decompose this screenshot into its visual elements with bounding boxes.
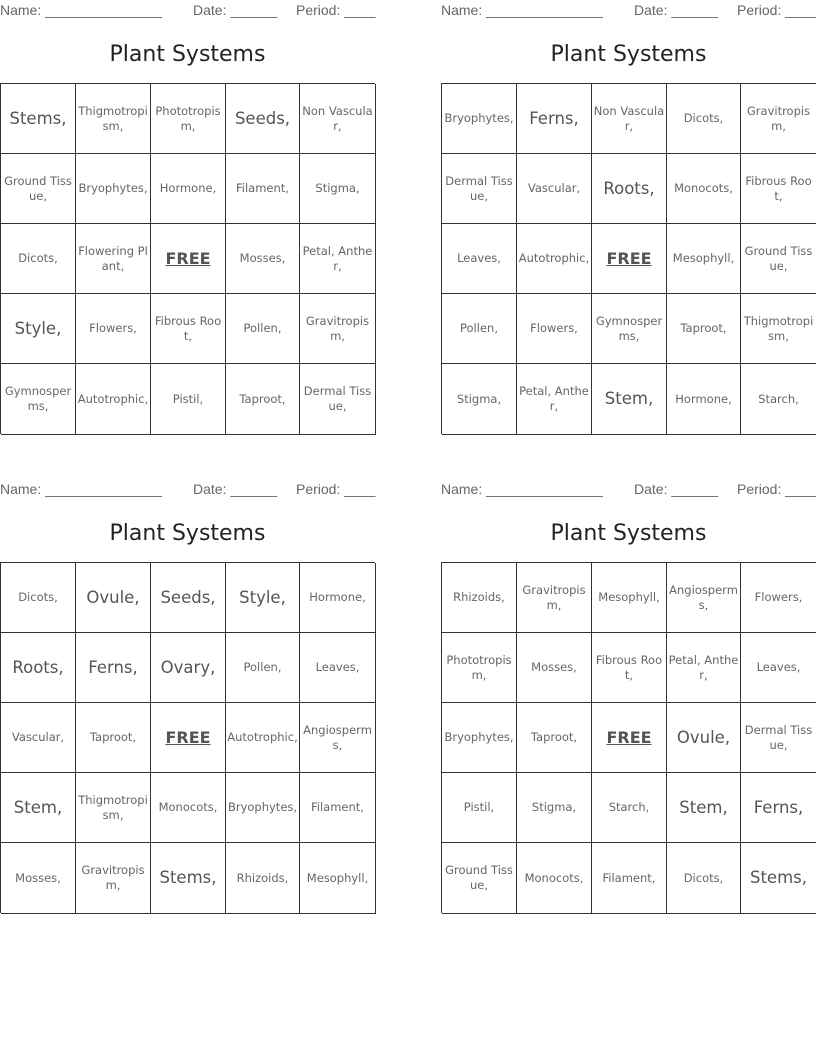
bingo-cell: Rhizoids,	[226, 843, 300, 914]
bingo-cell: Gravitropism,	[741, 84, 816, 154]
card-title: Plant Systems	[550, 42, 707, 67]
bingo-cell: Stigma,	[517, 773, 592, 843]
bingo-cell: Gravitropism,	[517, 563, 592, 633]
bingo-cell: Gravitropism,	[76, 843, 151, 914]
bingo-grid	[441, 83, 816, 434]
bingo-cell: Filament,	[226, 154, 300, 224]
period-field: Period: ____	[737, 2, 816, 18]
bingo-cell: Petal, Anther,	[300, 224, 376, 294]
bingo-cell: Petal, Anther,	[667, 633, 741, 703]
bingo-cell: Hormone,	[151, 154, 226, 224]
bingo-cell: Fibrous Root,	[741, 154, 816, 224]
name-field: Name: _______________	[441, 481, 603, 497]
bingo-cell: Bryophytes,	[442, 84, 517, 154]
bingo-cell: Starch,	[592, 773, 667, 843]
bingo-cell: Phototropism,	[151, 84, 226, 154]
bingo-cell: Mesophyll,	[592, 563, 667, 633]
bingo-cell: Pollen,	[442, 294, 517, 364]
name-field: Name: _______________	[0, 2, 162, 18]
bingo-cell: Dermal Tissue,	[741, 703, 816, 773]
bingo-cell: Stem,	[592, 364, 667, 435]
bingo-cell: Filament,	[300, 773, 376, 843]
bingo-cell: Seeds,	[226, 84, 300, 154]
student-info-line	[441, 481, 816, 499]
bingo-cell: Fibrous Root,	[592, 633, 667, 703]
bingo-cell: Ovule,	[76, 563, 151, 633]
bingo-cell: Bryophytes,	[442, 703, 517, 773]
bingo-cell: Leaves,	[442, 224, 517, 294]
bingo-cell: Thigmotropism,	[741, 294, 816, 364]
name-field: Name: _______________	[441, 2, 603, 18]
bingo-cell: Stigma,	[442, 364, 517, 435]
bingo-cell: Monocots,	[667, 154, 741, 224]
bingo-cell: Dicots,	[667, 843, 741, 914]
bingo-cell: Roots,	[592, 154, 667, 224]
bingo-cell: Autotrophic,	[226, 703, 300, 773]
bingo-cell: Dermal Tissue,	[442, 154, 517, 224]
bingo-cell: Pistil,	[442, 773, 517, 843]
bingo-cell: Flowers,	[741, 563, 816, 633]
bingo-cell: Style,	[1, 294, 76, 364]
bingo-cell: Dicots,	[1, 224, 76, 294]
bingo-card-1	[0, 0, 375, 434]
card-title: Plant Systems	[550, 521, 707, 546]
bingo-cell: Starch,	[741, 364, 816, 435]
card-title: Plant Systems	[109, 42, 266, 67]
bingo-grid	[441, 562, 816, 913]
bingo-cell: Angiosperms,	[300, 703, 376, 773]
free-space: FREE	[592, 224, 667, 294]
bingo-cell: Mosses,	[226, 224, 300, 294]
student-info-line	[0, 481, 375, 499]
bingo-cell: Fibrous Root,	[151, 294, 226, 364]
bingo-cell: Petal, Anther,	[517, 364, 592, 435]
bingo-cell: Taproot,	[667, 294, 741, 364]
bingo-cell: Roots,	[1, 633, 76, 703]
bingo-cell: Leaves,	[741, 633, 816, 703]
bingo-cell: Gymnosperms,	[1, 364, 76, 435]
bingo-cell: Leaves,	[300, 633, 376, 703]
bingo-cell: Stigma,	[300, 154, 376, 224]
bingo-cell: Flowering Plant,	[76, 224, 151, 294]
bingo-cell: Bryophytes,	[226, 773, 300, 843]
bingo-cell: Stems,	[1, 84, 76, 154]
bingo-cell: Hormone,	[300, 563, 376, 633]
name-field: Name: _______________	[0, 481, 162, 497]
bingo-cell: Flowers,	[76, 294, 151, 364]
bingo-cell: Taproot,	[226, 364, 300, 435]
bingo-cell: Filament,	[592, 843, 667, 914]
free-space: FREE	[151, 703, 226, 773]
bingo-cell: Thigmotropism,	[76, 84, 151, 154]
bingo-cell: Mesophyll,	[300, 843, 376, 914]
bingo-cell: Non Vascular,	[300, 84, 376, 154]
bingo-cell: Stems,	[151, 843, 226, 914]
bingo-cell: Vascular,	[1, 703, 76, 773]
bingo-cell: Mosses,	[1, 843, 76, 914]
period-field: Period: ____	[737, 481, 816, 497]
date-field: Date: ______	[634, 2, 719, 18]
bingo-cell: Bryophytes,	[76, 154, 151, 224]
bingo-cell: Pistil,	[151, 364, 226, 435]
bingo-cell: Style,	[226, 563, 300, 633]
date-field: Date: ______	[193, 481, 278, 497]
date-field: Date: ______	[193, 2, 278, 18]
free-space: FREE	[151, 224, 226, 294]
student-info-line	[441, 2, 816, 20]
bingo-card-3	[0, 479, 375, 913]
bingo-cell: Non Vascular,	[592, 84, 667, 154]
bingo-cell: Gravitropism,	[300, 294, 376, 364]
bingo-cell: Taproot,	[76, 703, 151, 773]
bingo-cell: Taproot,	[517, 703, 592, 773]
bingo-cell: Ground Tissue,	[741, 224, 816, 294]
bingo-grid	[0, 562, 375, 913]
bingo-cell: Monocots,	[517, 843, 592, 914]
bingo-cell: Pollen,	[226, 633, 300, 703]
bingo-cell: Dicots,	[1, 563, 76, 633]
bingo-cell: Mosses,	[517, 633, 592, 703]
bingo-card-4	[441, 479, 816, 913]
bingo-cell: Ovary,	[151, 633, 226, 703]
date-field: Date: ______	[634, 481, 719, 497]
bingo-cell: Ferns,	[741, 773, 816, 843]
bingo-cell: Seeds,	[151, 563, 226, 633]
card-title: Plant Systems	[109, 521, 266, 546]
bingo-cell: Ferns,	[517, 84, 592, 154]
bingo-cell: Ovule,	[667, 703, 741, 773]
bingo-cell: Monocots,	[151, 773, 226, 843]
bingo-cell: Ground Tissue,	[1, 154, 76, 224]
bingo-cell: Stems,	[741, 843, 816, 914]
bingo-cell: Dermal Tissue,	[300, 364, 376, 435]
bingo-cell: Autotrophic,	[517, 224, 592, 294]
bingo-cell: Autotrophic,	[76, 364, 151, 435]
bingo-cell: Rhizoids,	[442, 563, 517, 633]
bingo-cell: Vascular,	[517, 154, 592, 224]
bingo-cell: Dicots,	[667, 84, 741, 154]
student-info-line	[0, 2, 375, 20]
bingo-cell: Ground Tissue,	[442, 843, 517, 914]
bingo-cell: Stem,	[1, 773, 76, 843]
period-field: Period: ____	[296, 2, 376, 18]
bingo-cell: Mesophyll,	[667, 224, 741, 294]
bingo-cell: Hormone,	[667, 364, 741, 435]
period-field: Period: ____	[296, 481, 376, 497]
free-space: FREE	[592, 703, 667, 773]
bingo-card-2	[441, 0, 816, 434]
bingo-cell: Stem,	[667, 773, 741, 843]
bingo-cell: Pollen,	[226, 294, 300, 364]
bingo-grid	[0, 83, 375, 434]
bingo-cell: Phototropism,	[442, 633, 517, 703]
bingo-cell: Ferns,	[76, 633, 151, 703]
bingo-cell: Flowers,	[517, 294, 592, 364]
bingo-cell: Gymnosperms,	[592, 294, 667, 364]
bingo-cell: Angiosperms,	[667, 563, 741, 633]
bingo-cell: Thigmotropism,	[76, 773, 151, 843]
